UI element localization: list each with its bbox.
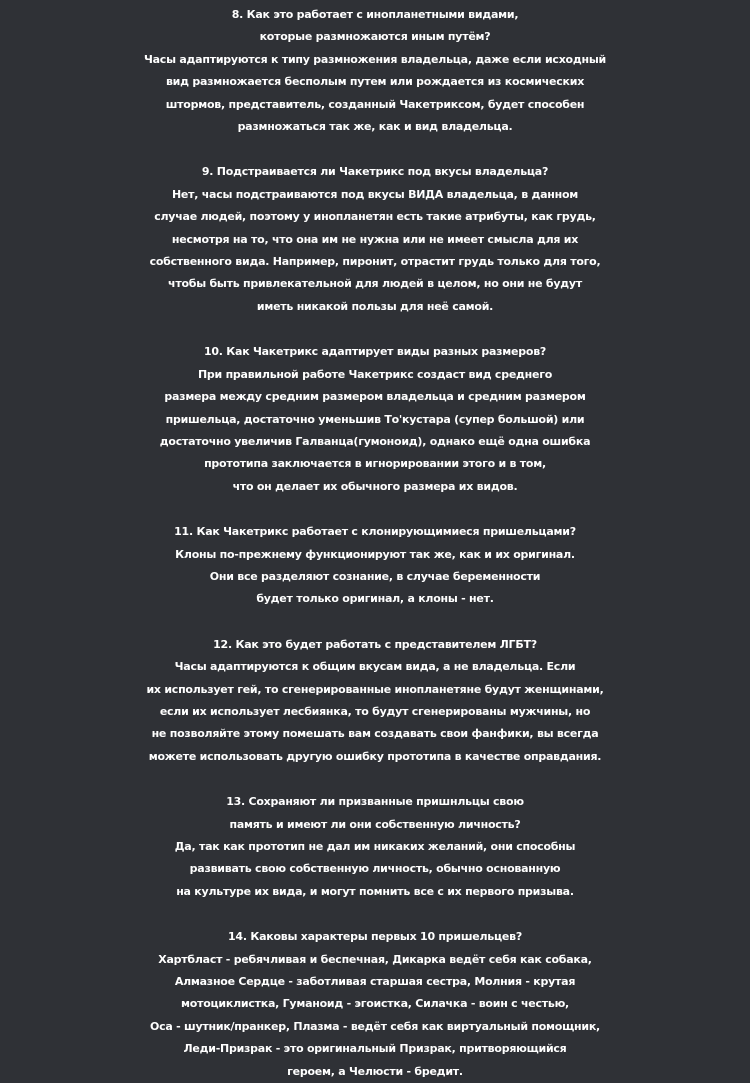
faq-item-14 bbox=[0, 926, 750, 1083]
answer-line: иметь никакой пользы для неё самой. bbox=[256, 299, 494, 313]
answer-line: При правильной работе Чакетрикс создаст вид среднего bbox=[197, 367, 553, 381]
faq-item-13 bbox=[0, 791, 750, 903]
answer-line: не позволяйте этому помешать вам создавать свои фанфики, вы всегда bbox=[151, 727, 599, 741]
faq-item-9 bbox=[0, 161, 750, 318]
answer-line: чтобы быть привлекательной для людей в целом, но они не будут bbox=[168, 277, 582, 291]
answer-line: Оса - шутник/пранкер, Плазма - ведёт себя как виртуальный помощник, bbox=[150, 1019, 600, 1033]
question-line: 14. Каковы характеры первых 10 пришельцев? bbox=[228, 930, 522, 944]
answer-line: штормов, представитель, созданный Чакетриксом, будет способен bbox=[165, 97, 585, 111]
answer-line: Хартбласт - ребячливая и беспечная, Дикарка ведёт себя как собака, bbox=[158, 952, 592, 966]
answer-line: вид размножается бесполым путем или рождается из космических bbox=[165, 75, 585, 89]
answer-line: можете использовать другую ошибку прототипа в качестве оправдания. bbox=[148, 749, 602, 763]
answer-line: Часы адаптируются к общим вкусам вида, а не владельца. Если bbox=[174, 660, 576, 674]
answer-line: Клоны по-прежнему функционируют так же, как и их оригинал. bbox=[175, 547, 575, 561]
answer-line: Леди-Призрак - это оригинальный Призрак, притворяющийся bbox=[183, 1042, 567, 1056]
answer-line: пришельца, достаточно уменьшив То'кустара (супер большой) или bbox=[165, 412, 585, 426]
answer-line: их использует гей, то сгенерированные инопланетяне будут женщинами, bbox=[146, 682, 604, 696]
answer-line: размножаться так же, как и вид владельца. bbox=[237, 120, 513, 134]
answer-line: несмотря на то, что она им не нужна или не имеет смысла для их bbox=[171, 232, 579, 246]
question-line: 8. Как это работает с инопланетными видами, bbox=[231, 8, 519, 21]
answer-line: будет только оригинал, а клоны - нет. bbox=[256, 592, 494, 606]
answer-line: Нет, часы подстраиваются под вкусы ВИДА владельца, в данном bbox=[171, 187, 579, 201]
answer-line: Часы адаптируются к типу размножения владельца, даже если исходный bbox=[144, 52, 606, 66]
faq-item-12 bbox=[0, 634, 750, 768]
faq-item-8 bbox=[0, 4, 750, 138]
question-line: 9. Подстраивается ли Чакетрикс под вкусы владельца? bbox=[201, 165, 549, 179]
answer-line: достаточно увеличив Галванца(гумоноид), однако ещё одна ошибка bbox=[159, 434, 591, 448]
question-line: 10. Как Чакетрикс адаптирует виды разных размеров? bbox=[203, 345, 547, 359]
faq-item-11 bbox=[0, 521, 750, 611]
faq-item-10 bbox=[0, 341, 750, 498]
answer-line: прототипа заключается в игнорировании этого и в том, bbox=[204, 457, 546, 471]
answer-line: собственного вида. Например, пиронит, отрастит грудь только для того, bbox=[149, 255, 601, 269]
answer-line: развивать свою собственную личность, обычно основанную bbox=[189, 862, 561, 876]
question-line: 12. Как это будет работать с представителем ЛГБТ? bbox=[213, 637, 537, 651]
question-line: память и имеют ли они собственную личность? bbox=[229, 817, 521, 831]
answer-line: Да, так как прототип не дал им никаких желаний, они способны bbox=[174, 840, 576, 853]
question-line: 11. Как Чакетрикс работает с клонирующимиеся пришельцами? bbox=[174, 525, 576, 539]
answer-line: Алмазное Сердце - заботливая старшая сестра, Молния - крутая bbox=[174, 975, 576, 989]
answer-line: если их использует лесбиянка, то будут сгенерированы мужчины, но bbox=[159, 704, 591, 718]
answer-line: случае людей, поэтому у инопланетян есть такие атрибуты, как грудь, bbox=[154, 210, 596, 224]
answer-line: мотоциклистка, Гуманоид - эгоистка, Силачка - воин с честью, bbox=[181, 997, 569, 1011]
answer-line: Они все разделяют сознание, в случае беременности bbox=[209, 569, 541, 583]
answer-line: героем, а Челюсти - бредит. bbox=[287, 1064, 463, 1078]
answer-line: на культуре их вида, и могут помнить все с их первого призыва. bbox=[176, 884, 574, 898]
question-line: которые размножаются иным путём? bbox=[259, 30, 491, 44]
answer-line: размера между средним размером владельца и средним размером bbox=[164, 390, 586, 404]
question-line: 13. Сохраняют ли призванные пришнльцы свою bbox=[226, 795, 524, 809]
answer-line: что он делает их обычного размера их видов. bbox=[232, 479, 518, 493]
